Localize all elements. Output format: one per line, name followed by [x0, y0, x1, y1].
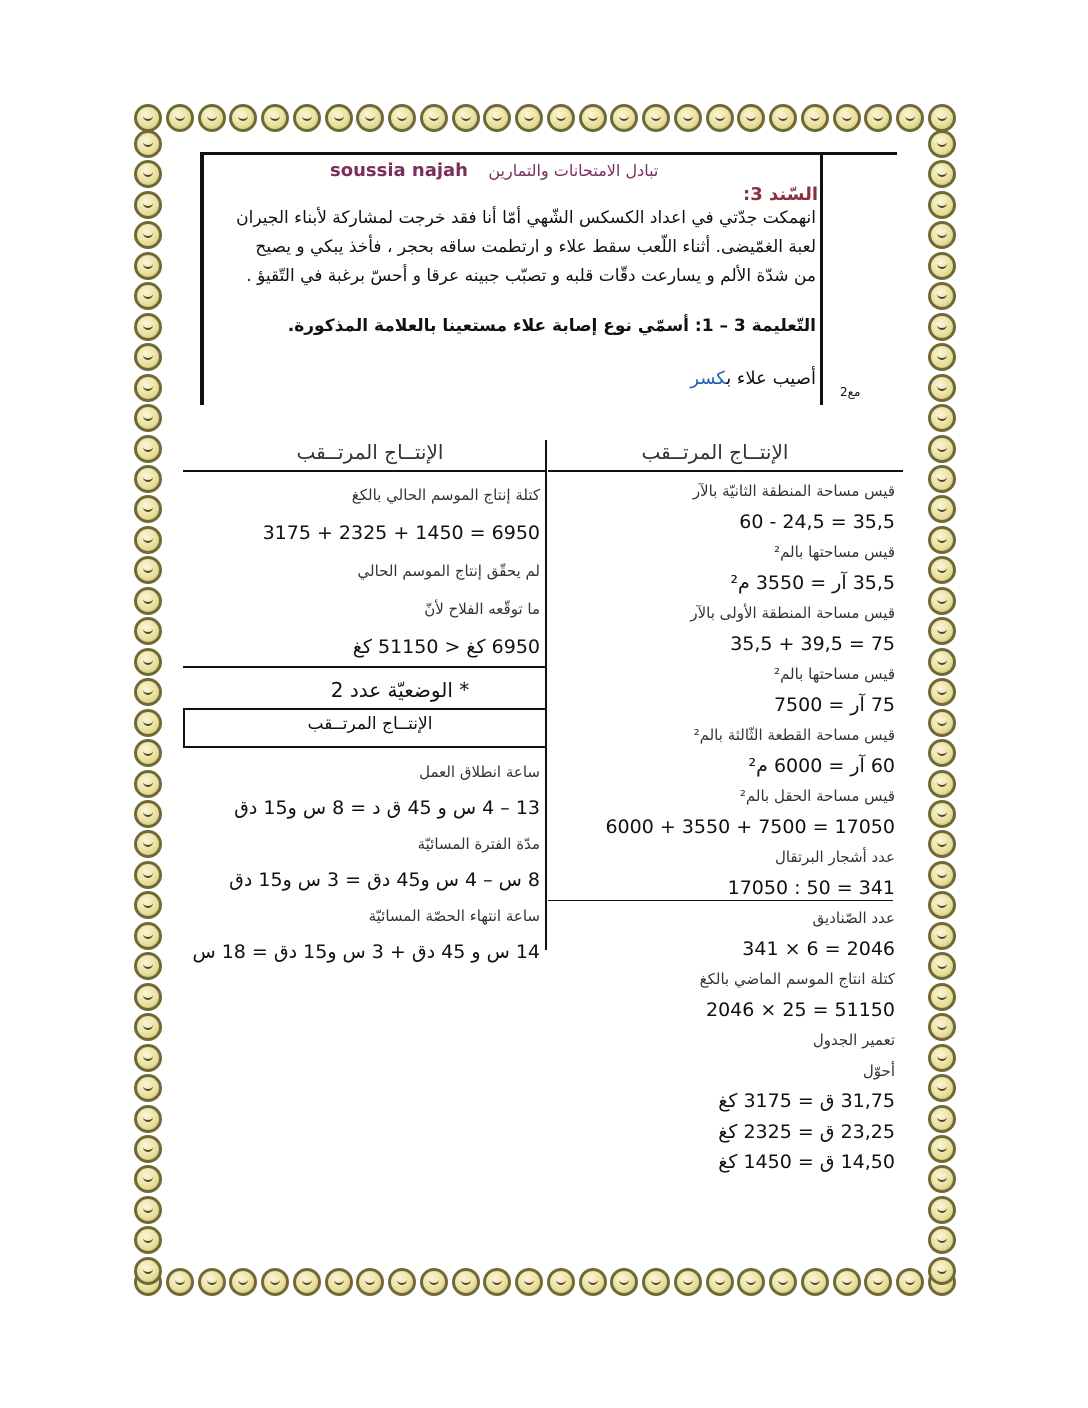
sanad-paragraph	[208, 204, 816, 291]
paragraph-line: من شدّة الألم و يسارعت دقّات قلبه و تصبّب جبينه عرقا و أحسّ برغبة في التّقيؤ .	[246, 266, 816, 286]
smiley-icon	[928, 952, 956, 980]
smiley-icon	[896, 104, 924, 132]
smiley-icon	[134, 1013, 162, 1041]
smiley-icon	[134, 587, 162, 615]
text-line: 8 س – 4 س و45 دق = 3 س و15 دق	[229, 869, 540, 891]
smiley-icon	[134, 252, 162, 280]
text-line: 35,5 آر = 3550 م²	[730, 571, 895, 594]
smiley-icon	[928, 678, 956, 706]
smiley-icon	[737, 104, 765, 132]
left-table2-top	[183, 708, 545, 710]
text-line: قيس مساحة المنطقة الثانيّة بالآر	[692, 482, 895, 500]
text-line: 35,5 = 24,5 - 60	[739, 510, 895, 533]
smiley-icon	[928, 891, 956, 919]
smiley-icon	[928, 1165, 956, 1193]
smiley-icon	[198, 1268, 226, 1296]
smiley-icon	[547, 104, 575, 132]
smiley-icon	[134, 282, 162, 310]
answer	[600, 368, 816, 389]
smiley-icon	[801, 104, 829, 132]
text-line: قيس مساحة الحقل بالم²	[739, 787, 895, 805]
smiley-icon	[134, 1105, 162, 1133]
smiley-icon	[928, 374, 956, 402]
text-line: ساعة انطلاق العمل	[419, 763, 540, 781]
criterion-label: مع2	[840, 385, 861, 399]
text-line: 14 س و 45 دق + 3 س و15 دق = 18 س	[192, 941, 540, 963]
smiley-icon	[610, 104, 638, 132]
page-title	[330, 160, 658, 181]
text-line: 2046 = 6 × 341	[742, 937, 895, 960]
smiley-icon	[642, 1268, 670, 1296]
smiley-icon	[261, 1268, 289, 1296]
text-line: قيس مساحتها بالم²	[774, 543, 895, 561]
smiley-icon	[928, 1013, 956, 1041]
text-line: قيس مساحتها بالم²	[774, 665, 895, 683]
smiley-icon	[928, 983, 956, 1011]
smiley-icon	[610, 1268, 638, 1296]
smiley-icon	[134, 922, 162, 950]
smiley-icon	[134, 130, 162, 158]
text-line: قيس مساحة القطعة الثّالثة بالم²	[693, 726, 895, 744]
right-column-body	[560, 476, 895, 1178]
smiley-icon	[928, 404, 956, 432]
sanad-label: السّند 3:	[743, 184, 818, 205]
smiley-icon	[134, 770, 162, 798]
smiley-icon	[706, 1268, 734, 1296]
left-table2-body	[192, 754, 540, 970]
smiley-icon	[864, 1268, 892, 1296]
text-line: عدد أشجار البرتقال	[774, 848, 895, 866]
smiley-icon	[547, 1268, 575, 1296]
smiley-icon	[928, 221, 956, 249]
text-line: تعمير الجدول	[812, 1031, 895, 1049]
smiley-icon	[293, 104, 321, 132]
left-border	[134, 130, 164, 1285]
smiley-icon	[293, 1268, 321, 1296]
smiley-icon	[515, 1268, 543, 1296]
smiley-icon	[769, 104, 797, 132]
smiley-icon	[928, 922, 956, 950]
text-line: 14,50 ق = 1450 كغ	[718, 1151, 895, 1173]
smiley-icon	[928, 770, 956, 798]
criterion-box	[820, 152, 897, 405]
smiley-icon	[928, 800, 956, 828]
smiley-icon	[928, 617, 956, 645]
smiley-icon	[134, 160, 162, 188]
smiley-icon	[166, 1268, 194, 1296]
right-heading-rule	[548, 470, 903, 472]
smiley-icon	[928, 1257, 956, 1285]
smiley-icon	[928, 587, 956, 615]
left-table2-heading: الإنتــاج المرتــقب	[307, 714, 433, 734]
smiley-icon	[928, 709, 956, 737]
text-line: ما توقّعه الفلاح لأنّ	[424, 600, 540, 618]
smiley-icon	[134, 104, 162, 132]
smiley-icon	[928, 1226, 956, 1254]
smiley-icon	[769, 1268, 797, 1296]
smiley-icon	[515, 104, 543, 132]
text-line: 17050 = 7500 + 3550 + 6000	[605, 815, 895, 838]
smiley-icon	[928, 465, 956, 493]
left-column-body	[200, 476, 540, 666]
right-column-heading: الإنتــاج المرتــقب	[641, 440, 789, 464]
smiley-icon	[134, 1196, 162, 1224]
smiley-icon	[134, 830, 162, 858]
smiley-icon	[674, 104, 702, 132]
smiley-icon	[134, 313, 162, 341]
smiley-icon	[261, 104, 289, 132]
smiley-icon	[928, 252, 956, 280]
text-line: كتلة إنتاج الموسم الحالي بالكغ	[351, 486, 540, 504]
text-line: ساعة انتهاء الحصّة المسائيّة	[368, 907, 540, 925]
smiley-icon	[642, 104, 670, 132]
left-table2-head-rule	[183, 746, 545, 748]
left-heading-rule	[183, 470, 545, 472]
smiley-icon	[928, 861, 956, 889]
smiley-icon	[801, 1268, 829, 1296]
smiley-icon	[198, 104, 226, 132]
smiley-icon	[833, 1268, 861, 1296]
smiley-icon	[483, 1268, 511, 1296]
smiley-icon	[134, 221, 162, 249]
smiley-icon	[928, 1044, 956, 1072]
smiley-icon	[134, 952, 162, 980]
smiley-icon	[928, 739, 956, 767]
text-line: 31,75 ق = 3175 كغ	[718, 1090, 895, 1112]
smiley-icon	[420, 1268, 448, 1296]
smiley-icon	[229, 1268, 257, 1296]
smiley-icon	[674, 1268, 702, 1296]
smiley-icon	[134, 374, 162, 402]
smiley-icon	[134, 191, 162, 219]
smiley-icon	[864, 104, 892, 132]
text-line: 6950 كغ < 51150 كغ	[352, 636, 540, 658]
smiley-icon	[928, 104, 956, 132]
smiley-icon	[325, 104, 353, 132]
paragraph-line: انهمكت جدّتي في اعداد الكسكس الشّهي أمّا أنا فقد خرجت لمشاركة لأبناء الجيران	[236, 208, 816, 228]
smiley-icon	[928, 343, 956, 371]
smiley-icon	[928, 130, 956, 158]
smiley-icon	[134, 1257, 162, 1285]
text-line: 60 آر = 6000 م²	[748, 754, 895, 777]
left-column-heading: الإنتــاج المرتــقب	[296, 440, 444, 464]
smiley-icon	[928, 1135, 956, 1163]
smiley-icon	[928, 556, 956, 584]
smiley-icon	[134, 739, 162, 767]
smiley-icon	[134, 1044, 162, 1072]
smiley-icon	[134, 709, 162, 737]
smiley-icon	[452, 104, 480, 132]
smiley-icon	[134, 465, 162, 493]
smiley-icon	[928, 830, 956, 858]
bottom-border	[134, 1268, 956, 1298]
top-border	[134, 104, 956, 134]
smiley-icon	[134, 861, 162, 889]
smiley-icon	[134, 983, 162, 1011]
title-en: soussia najah	[330, 160, 468, 181]
text-line: عدد الصّناديق	[812, 909, 895, 927]
smiley-icon	[134, 891, 162, 919]
text-line: قيس مساحة المنطقة الأولى بالآر	[690, 604, 895, 622]
text-line: 13 – 4 س و 45 ق د = 8 س و15 دق	[234, 797, 540, 819]
smiley-icon	[229, 104, 257, 132]
smiley-icon	[928, 313, 956, 341]
smiley-icon	[166, 104, 194, 132]
smiley-icon	[420, 104, 448, 132]
smiley-icon	[134, 648, 162, 676]
left-table2-edge	[183, 708, 185, 746]
right-border	[928, 130, 958, 1285]
smiley-icon	[896, 1268, 924, 1296]
smiley-icon	[134, 404, 162, 432]
smiley-icon	[134, 495, 162, 523]
smiley-icon	[706, 104, 734, 132]
smiley-icon	[134, 1226, 162, 1254]
text-line: أحوّل	[862, 1061, 895, 1080]
smiley-icon	[134, 1135, 162, 1163]
task-label: التّعليمة 3 – 1: أسمّي نوع إصابة علاء مستعينا بالعلامة المذكورة.	[287, 316, 816, 336]
smiley-icon	[388, 1268, 416, 1296]
smiley-icon	[579, 104, 607, 132]
text-line: كتلة انتاج الموسم الماضي بالكغ	[699, 970, 895, 988]
smiley-icon	[356, 104, 384, 132]
smiley-icon	[737, 1268, 765, 1296]
smiley-icon	[134, 1074, 162, 1102]
smiley-icon	[134, 526, 162, 554]
text-line: 75 = 39,5 + 35,5	[730, 632, 895, 655]
situation-title: * الوضعيّة عدد 2	[330, 678, 470, 702]
smiley-icon	[325, 1268, 353, 1296]
smiley-icon	[928, 1105, 956, 1133]
smiley-icon	[134, 678, 162, 706]
smiley-icon	[134, 617, 162, 645]
smiley-icon	[928, 648, 956, 676]
smiley-icon	[134, 435, 162, 463]
text-line: 341 = 50 : 17050	[727, 876, 895, 899]
smiley-icon	[579, 1268, 607, 1296]
smiley-icon	[928, 282, 956, 310]
left-section-rule	[183, 666, 545, 668]
smiley-icon	[928, 435, 956, 463]
smiley-icon	[483, 104, 511, 132]
column-divider	[545, 440, 547, 950]
smiley-icon	[928, 191, 956, 219]
smiley-icon	[356, 1268, 384, 1296]
smiley-icon	[134, 1165, 162, 1193]
text-line: لم يحقّق إنتاج الموسم الحالي	[357, 562, 540, 580]
smiley-icon	[134, 556, 162, 584]
text-line: 23,25 ق = 2325 كغ	[718, 1120, 895, 1143]
paragraph-line: لعبة الغمّيضى. أثناء اللّعب سقط علاء و ارتطمت ساقه بحجر ، فأخذ يبكي و يصيح	[255, 237, 816, 257]
answer-colored: كسر	[690, 368, 727, 389]
smiley-icon	[134, 800, 162, 828]
text-line: 6950 = 1450 + 2325 + 3175	[262, 522, 540, 544]
smiley-icon	[452, 1268, 480, 1296]
answer-label: أصيب علاء ب	[726, 368, 816, 389]
smiley-icon	[388, 104, 416, 132]
smiley-icon	[928, 1074, 956, 1102]
smiley-icon	[928, 495, 956, 523]
smiley-icon	[928, 526, 956, 554]
smiley-icon	[928, 160, 956, 188]
smiley-icon	[833, 104, 861, 132]
text-line: 75 آر = 7500	[773, 693, 895, 716]
text-line: مدّة الفترة المسائيّة	[417, 835, 540, 853]
smiley-icon	[928, 1196, 956, 1224]
title-ar: تبادل الامتحانات والتمارين	[488, 161, 659, 180]
smiley-icon	[134, 343, 162, 371]
text-line: 51150 = 25 × 2046	[706, 998, 895, 1021]
